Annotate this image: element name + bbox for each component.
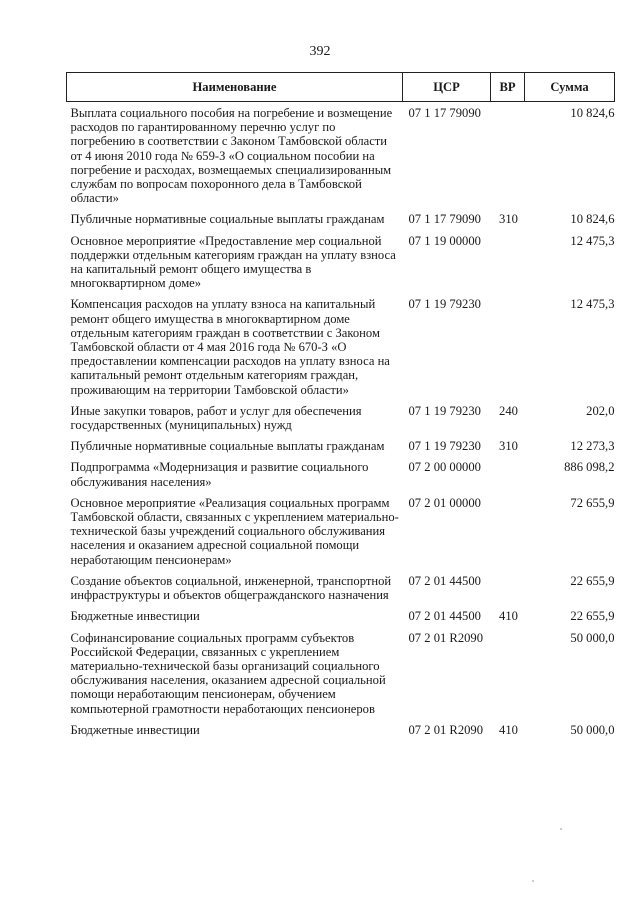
- table-row: [67, 456, 615, 491]
- cell-csr: 07 1 19 79230: [408, 403, 481, 418]
- cell-sum: 72 655,9: [570, 495, 615, 510]
- cell-vr: [491, 293, 525, 399]
- cell-name: Основное мероприятие «Реализация социальных программ Тамбовской области, связанных с укреплением материально-технической базы учреждений социального обслуживания населения и оказанием адресной социальной помощи неработающим пенсионерам»: [70, 495, 399, 567]
- cell-sum: 202,0: [586, 403, 615, 418]
- cell-vr: [491, 492, 525, 570]
- table-row: [67, 230, 615, 294]
- cell-name: Бюджетные инвестиции: [70, 722, 200, 737]
- cell-sum: 50 000,0: [570, 630, 615, 645]
- cell-csr: 07 1 19 79230: [408, 297, 481, 312]
- cell-csr: 07 1 19 79230: [408, 439, 481, 454]
- table-row: [67, 400, 615, 435]
- cell-csr: 07 2 01 R2090: [408, 630, 484, 645]
- cell-sum: 22 655,9: [570, 573, 615, 588]
- scan-speck: [532, 880, 534, 882]
- cell-vr: 310: [499, 212, 518, 227]
- cell-vr: [491, 230, 525, 294]
- cell-sum: 12 475,3: [570, 297, 615, 312]
- cell-name: Публичные нормативные социальные выплаты гражданам: [70, 439, 385, 454]
- table-row: [67, 605, 615, 626]
- cell-name: Основное мероприятие «Предоставление мер социальной поддержки отдельным категориям граждан на уплату взноса на капитальный ремонт общего имущества в многоквартирном доме»: [70, 233, 396, 291]
- table-row: [67, 570, 615, 605]
- scan-speck: [560, 828, 562, 830]
- table-row: [67, 492, 615, 570]
- header-name: Наименование: [67, 73, 403, 102]
- cell-name: Подпрограмма «Модернизация и развитие социального обслуживания населения»: [70, 460, 369, 489]
- cell-csr: 07 2 00 00000: [408, 460, 481, 475]
- cell-sum: 886 098,2: [564, 460, 615, 475]
- cell-name: Компенсация расходов на уплату взноса на капитальный ремонт общего имущества в многоквартирном доме отдельным категориям граждан в соответствии с Законом Тамбовской области от 4 мая 2016 года № 670-З «О предоставлении компенсации расходов на уплату взноса на капитальный ремонт отдельным категориям граждан, проживающим на территории Тамбовской области»: [70, 297, 390, 397]
- header-vr: ВР: [491, 73, 525, 102]
- cell-sum: 10 824,6: [570, 212, 615, 227]
- cell-vr: [491, 627, 525, 719]
- cell-name: Иные закупки товаров, работ и услуг для обеспечения государственных (муниципальных) нужд: [70, 403, 362, 433]
- cell-name: Софинансирование социальных программ субъектов Российской Федерации, связанных с укреплением материально-технической базы организаций социального обслуживания населения, оказанием адресной социальной помощи неработающим пенсионерам, обучением компьютерной грамотности неработающих пенсионеров: [70, 630, 386, 716]
- cell-sum: 12 273,3: [570, 439, 615, 454]
- cell-csr: 07 1 19 00000: [408, 233, 481, 248]
- cell-csr: 07 1 17 79090: [408, 212, 481, 227]
- table-row: [67, 102, 615, 209]
- cell-csr: 07 2 01 44500: [408, 573, 481, 588]
- cell-sum: 22 655,9: [570, 609, 615, 624]
- cell-vr: 240: [499, 403, 518, 418]
- cell-name: Создание объектов социальной, инженерной, транспортной инфраструктуры и объектов общегражданского назначения: [70, 573, 392, 603]
- cell-sum: 50 000,0: [570, 722, 615, 737]
- cell-csr: 07 1 17 79090: [408, 106, 481, 120]
- cell-csr: 07 2 01 00000: [408, 495, 481, 510]
- table-row: [67, 719, 615, 740]
- cell-vr: 310: [499, 439, 518, 454]
- header-sum: Сумма: [525, 73, 615, 102]
- table-header: [67, 73, 615, 102]
- cell-name: Бюджетные инвестиции: [70, 609, 200, 624]
- cell-vr: [491, 456, 525, 491]
- table-row: [67, 627, 615, 719]
- cell-name: Публичные нормативные социальные выплаты гражданам: [70, 212, 385, 227]
- cell-csr: 07 2 01 R2090: [408, 722, 484, 737]
- cell-csr: 07 2 01 44500: [408, 609, 481, 624]
- table-row: [67, 208, 615, 229]
- table-row: [67, 293, 615, 399]
- cell-vr: [491, 102, 525, 209]
- page-number: 392: [309, 44, 331, 59]
- cell-name: Выплата социального пособия на погребение и возмещение расходов по гарантированному перечню услуг по погребению в соответствии с Законом Тамбовской области от 4 июня 2010 года № 659-З «О социальном пособии на погребение и расходах, возмещаемых специализированным службам по вопросам похоронного дела в Тамбовской области»: [70, 106, 393, 206]
- table-row: [67, 435, 615, 456]
- cell-vr: [491, 570, 525, 605]
- cell-vr: 410: [499, 609, 518, 624]
- cell-sum: 10 824,6: [570, 106, 615, 120]
- budget-table: [66, 72, 615, 740]
- cell-sum: 12 475,3: [570, 233, 615, 248]
- header-csr: ЦСР: [403, 73, 491, 102]
- cell-vr: 410: [499, 722, 518, 737]
